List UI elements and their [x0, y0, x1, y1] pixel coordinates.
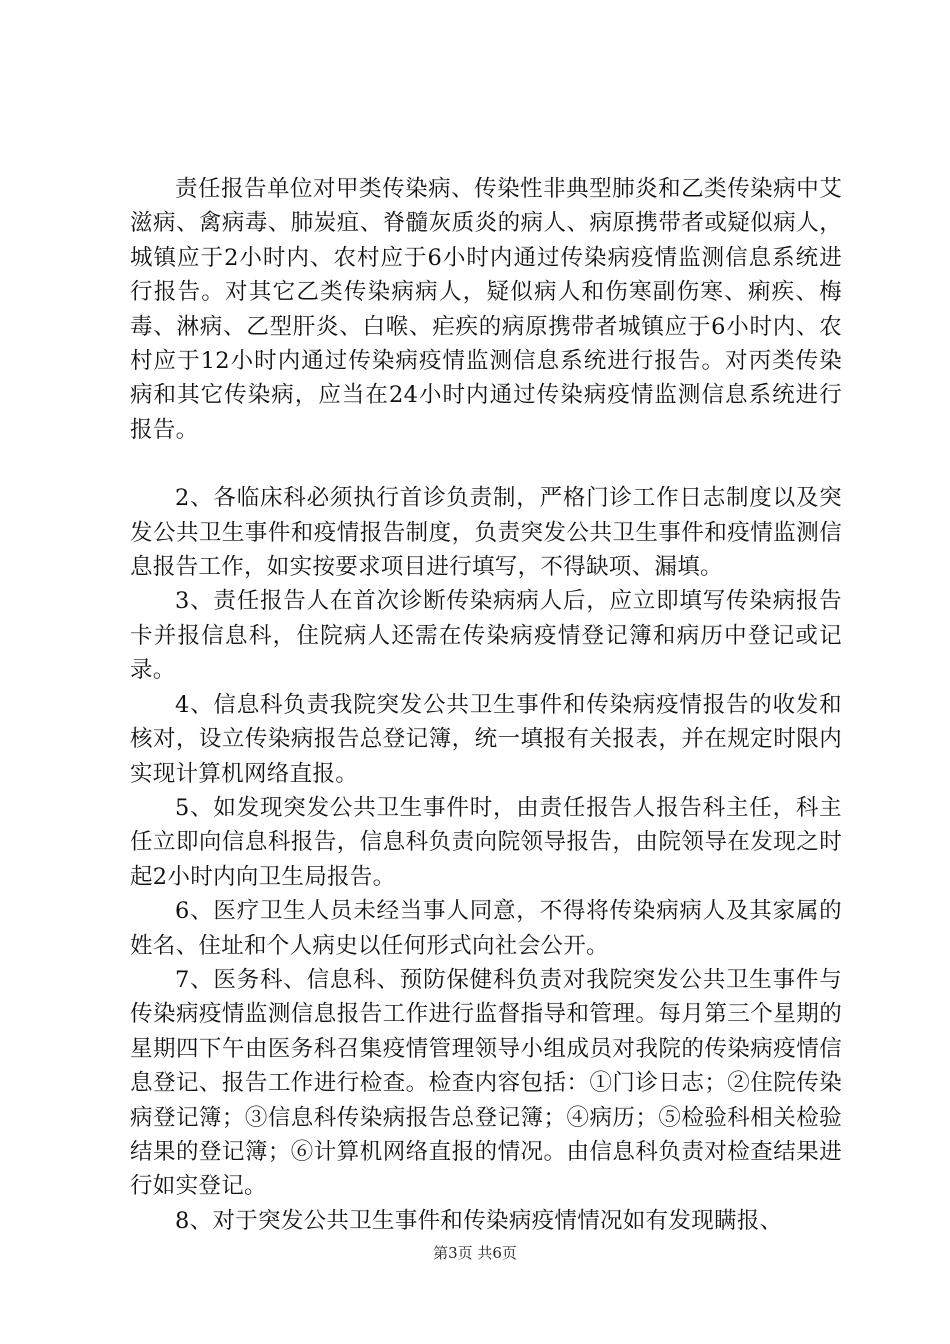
paragraph-item-5: 5、如发现突发公共卫生事件时，由责任报告人报告科主任，科主任立即向信息科报告，信息科负责向院领导报告，由院领导在发现之时起2小时内向卫生局报告。 — [130, 794, 842, 890]
paragraph-item-6: 6、医疗卫生人员未经当事人同意，不得将传染病病人及其家属的姓名、住址和个人病史以任何形式向社会公开。 — [130, 898, 842, 959]
paragraph-item-7: 7、医务科、信息科、预防保健科负责对我院突发公共卫生事件与传染病疫情监测信息报告工作进行监督指导和管理。每月第三个星期的星期四下午由医务科召集疫情管理领导小组成员对我院的传染病疫情信息登记、报告工作进行检查。检查内容包括：①门诊日志；②住院传染病登记簿；③信息科传染病报告总登记簿；④病历；⑤检验科相关检验结果的登记簿；⑥计算机网络直报的情况。由信息科负责对检查结果进行如实登记。 — [130, 966, 842, 1200]
paragraph-item-2: 2、各临床科必须执行首诊负责制，严格门诊工作日志制度以及突发公共卫生事件和疫情报告制度，负责突发公共卫生事件和疫情监测信息报告工作，如实按要求项目进行填写，不得缺项、漏填。 — [130, 485, 842, 581]
paragraph-item-4: 4、信息科负责我院突发公共卫生事件和传染病疫情报告的收发和核对，设立传染病报告总登记簿，统一填报有关报表，并在规定时限内实现计算机网络直报。 — [130, 691, 842, 787]
page-indicator: 第3页 共6页 — [433, 1244, 517, 1262]
paragraph-item-3: 3、责任报告人在首次诊断传染病病人后，应立即填写传染病报告卡并报信息科，住院病人还需在传染病疫情登记簿和病历中登记或记录。 — [130, 588, 842, 684]
paragraph-reporting-deadlines: 责任报告单位对甲类传染病、传染性非典型肺炎和乙类传染病中艾滋病、禽病毒、肺炭疽、脊髓灰质炎的病人、病原携带者或疑似病人，城镇应于2小时内、农村应于6小时内通过传染病疫情监测信息系统进行报告。对其它乙类传染病病人，疑似病人和伤寒副伤寒、痢疾、梅毒、淋病、乙型肝炎、白喉、疟疾的病原携带者城镇应于6小时内、农村应于12小时内通过传染病疫情监测信息系统进行报告。对丙类传染病和其它传染病，应当在24小时内通过传染病疫情监测信息系统进行报告。 — [130, 176, 842, 443]
document-body — [130, 172, 842, 1238]
paragraph-item-8: 8、对于突发公共卫生事件和传染病疫情情况如有发现瞒报、 — [175, 1207, 783, 1234]
page-footer — [0, 1243, 950, 1263]
